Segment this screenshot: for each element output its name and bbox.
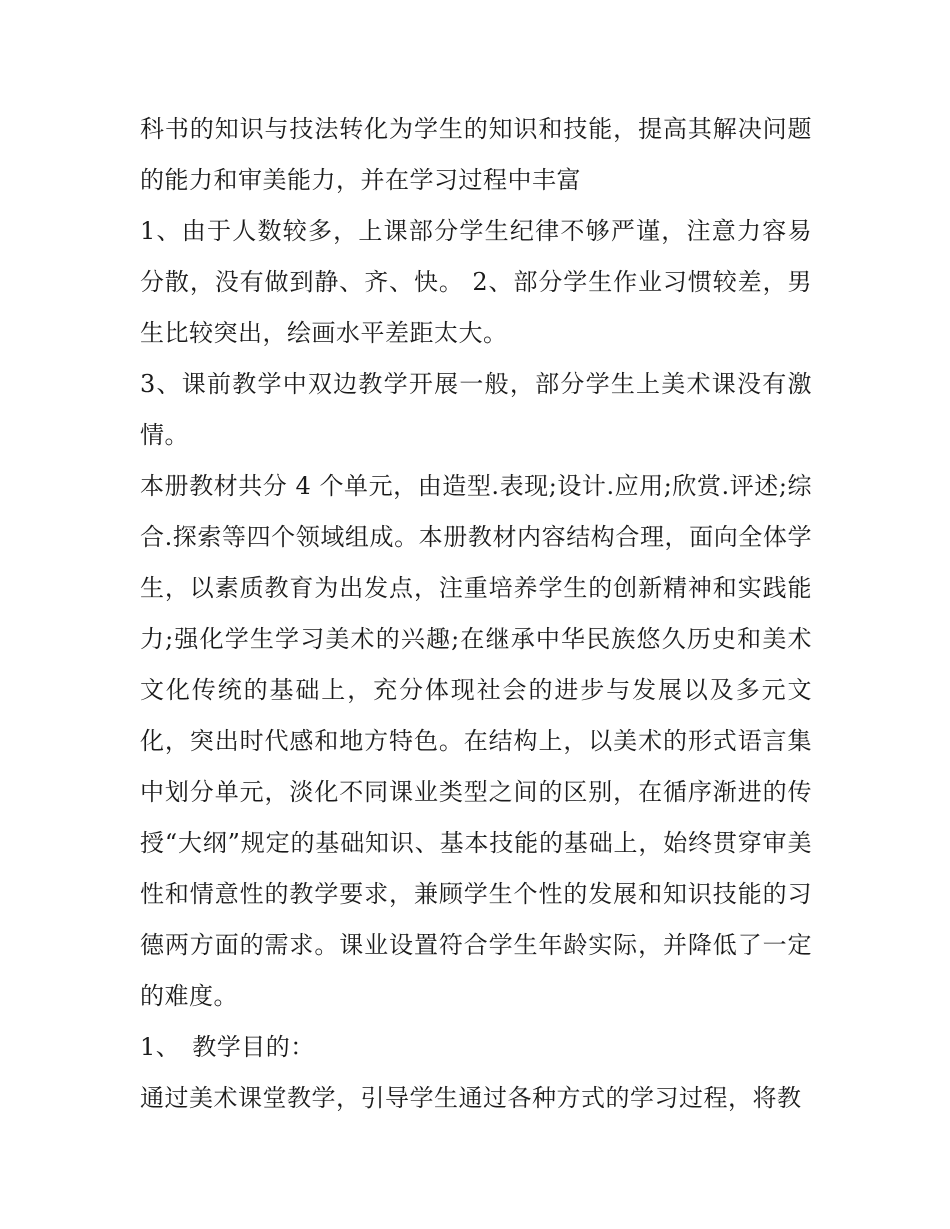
section-heading (140, 1022, 812, 1073)
paragraph-intro: 科书的知识与技法转化为学生的知识和技能，提高其解决问题的能力和审美能力，并在学习过程中丰富 (140, 115, 812, 194)
paragraph-issues-1-2: 1、由于人数较多，上课部分学生纪律不够严谨，注意力容易分散，没有做到静、齐、快。 2、部分学生作业习惯较差，男生比较突出，绘画水平差距太大。 (140, 217, 812, 347)
document-body (140, 104, 812, 1124)
paragraph-teaching-purpose: 通过美术课堂教学，引导学生通过各种方式的学习过程，将教 (140, 1084, 802, 1112)
section-heading-number: 1、 (140, 1033, 181, 1061)
paragraph-textbook-analysis: 本册教材共分 4 个单元，由造型.表现;设计.应用;欣赏.评述;综合.探索等四个领域组成。本册教材内容结构合理，面向全体学生，以素质教育为出发点，注重培养学生的创新精神和实践能力;强化学生学习美术的兴趣;在继承中华民族悠久历史和美术文化传统的基础上，充分体现社会的进步与发展以及多元文化，突出时代感和地方特色。在结构上，以美术的形式语言集中划分单元，淡化不同课业类型之间的区别，在循序渐进的传授“大纲”规定的基础知识、基本技能的基础上，始终贯穿审美性和情意性的教学要求，兼顾学生个性的发展和知识技能的习德两方面的需求。课业设置符合学生年龄实际，并降低了一定的难度。 (140, 472, 812, 1010)
section-heading-title: 教学目的： (192, 1033, 315, 1061)
paragraph-issue-3: 3、课前教学中双边教学开展一般，部分学生上美术课没有激情。 (140, 370, 812, 449)
